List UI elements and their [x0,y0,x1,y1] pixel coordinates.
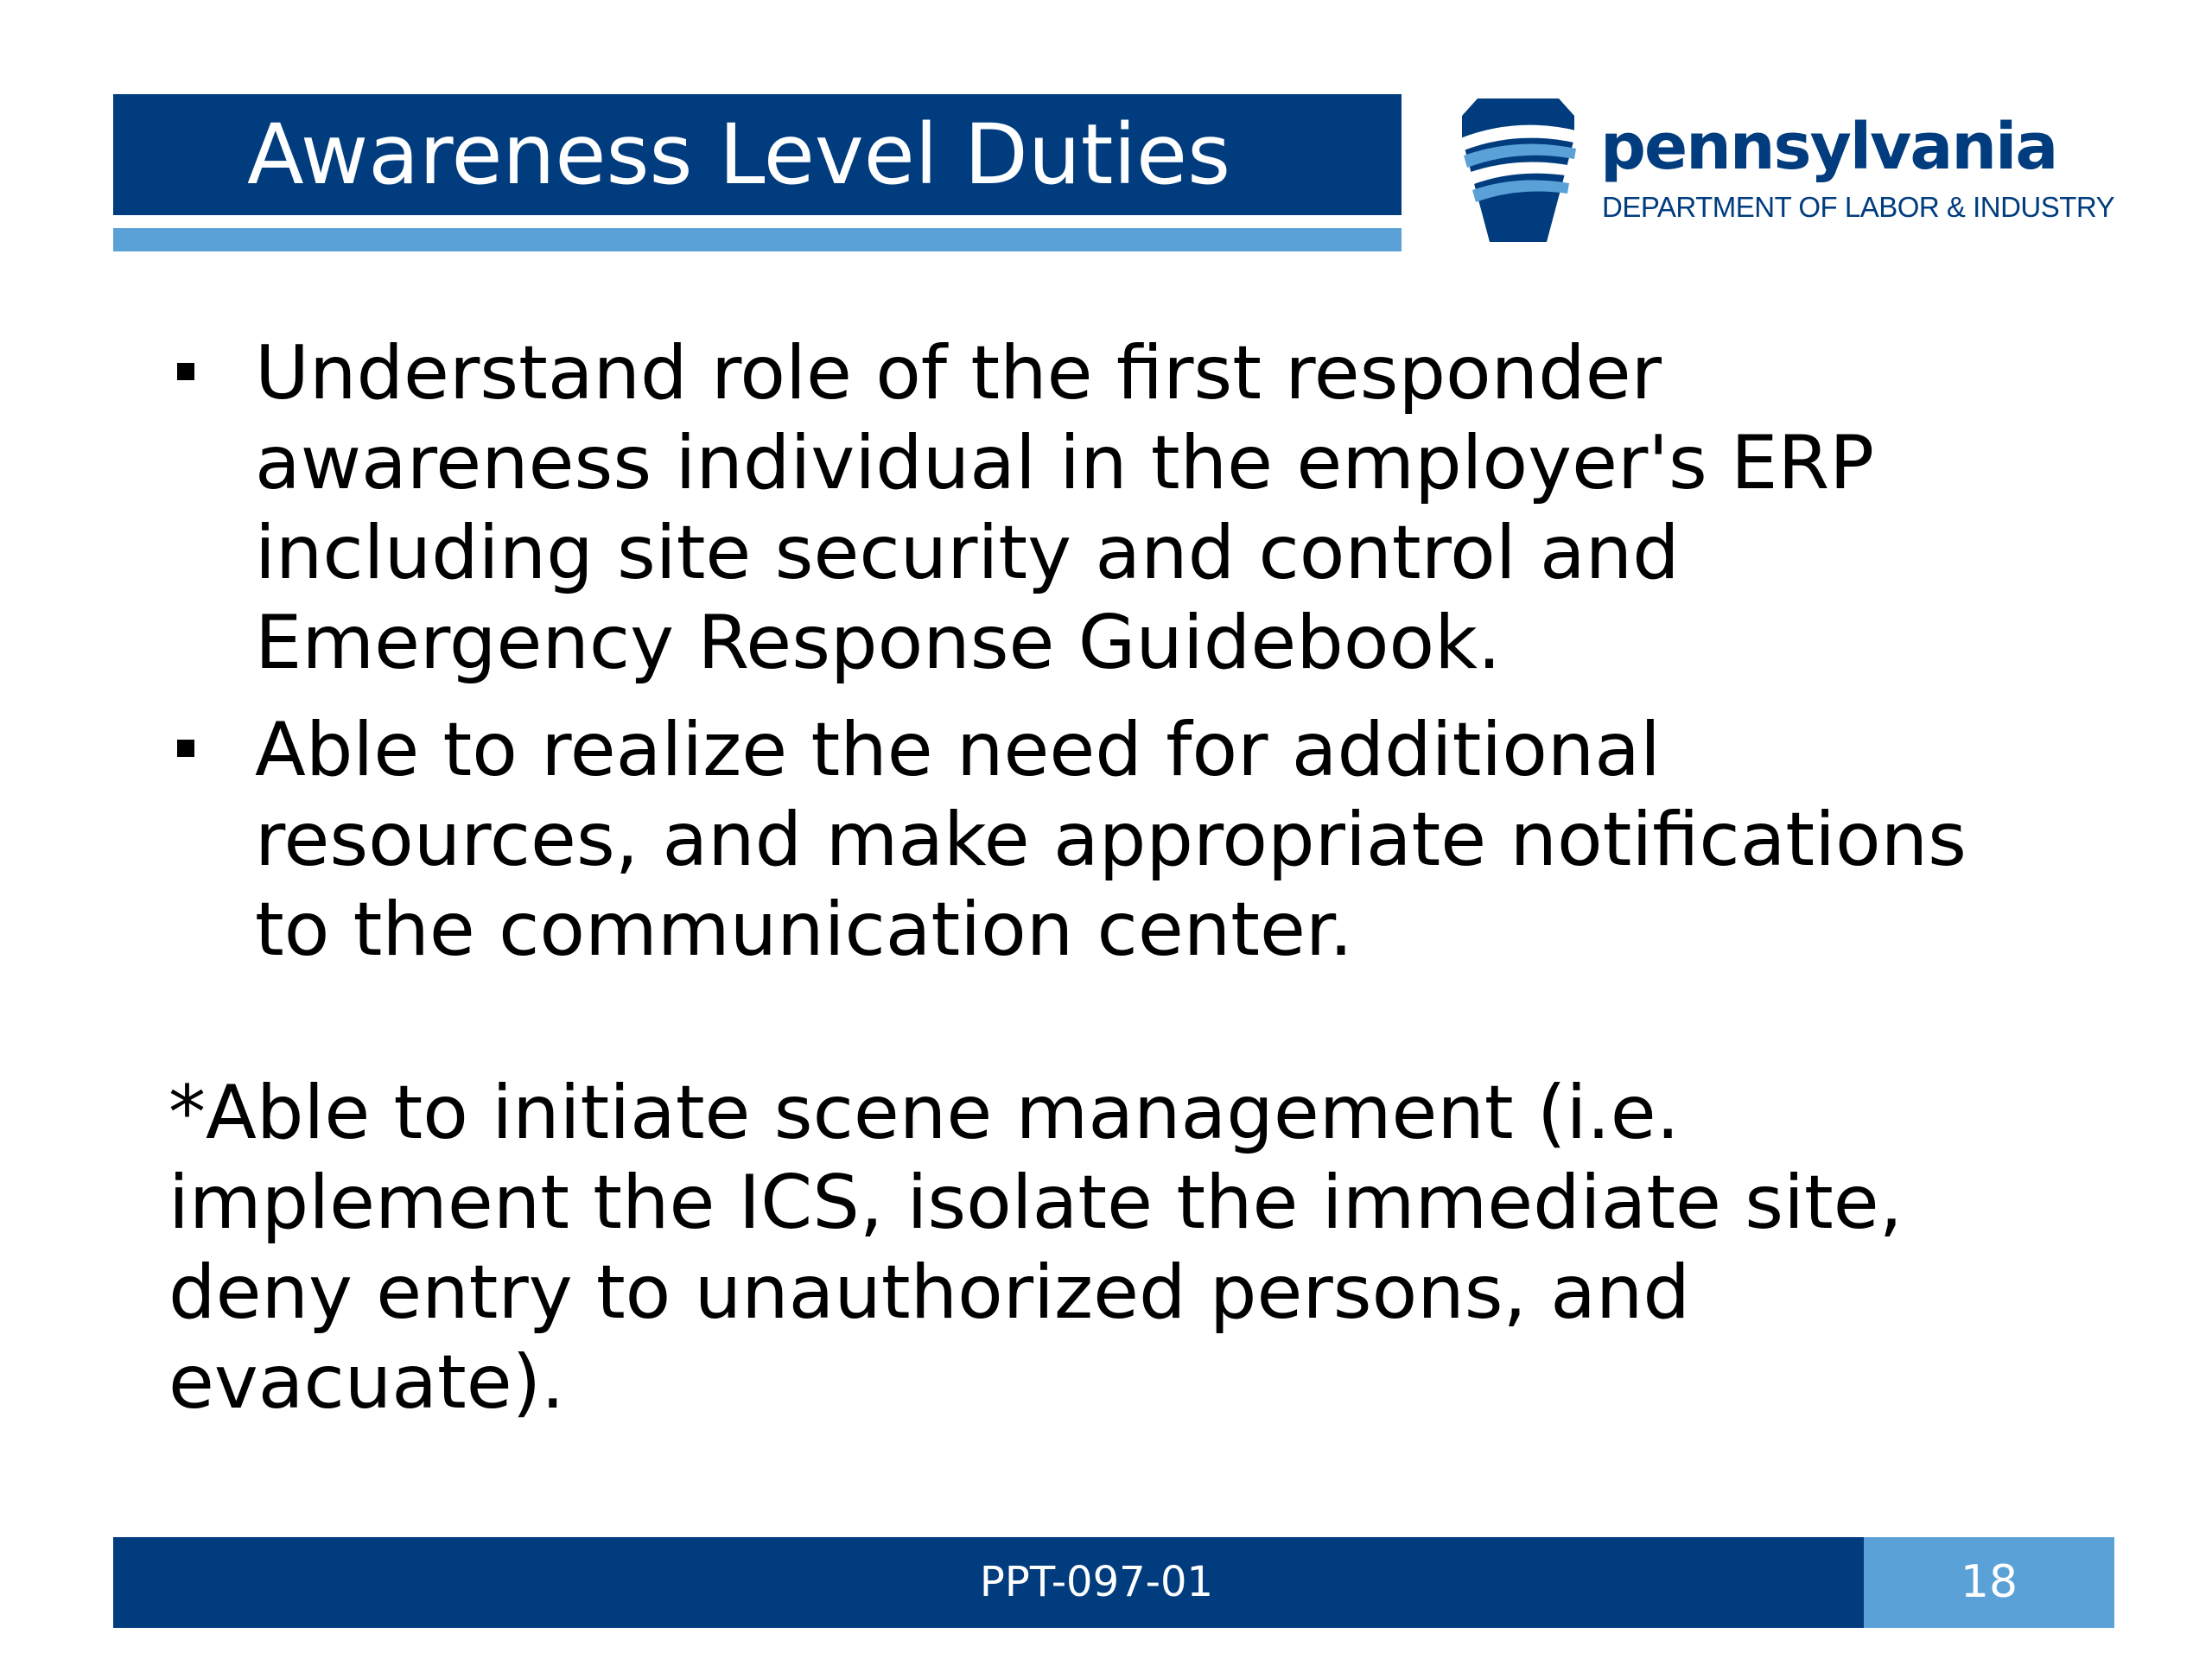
footer-page-box [1864,1537,2114,1628]
logo-department: DEPARTMENT OF LABOR & INDUSTRY [1602,191,2115,223]
slide-title: Awareness Level Duties [247,106,1231,203]
square-bullet-icon [177,740,194,757]
bullet-text: Understand role of the first responder awareness individual in the employer's ERP including site security and control and Emergency Response Guidebook. [255,330,1875,686]
scene-management-note: *Able to initiate scene management (i.e. implement the ICS, isolate the immediate site, deny entry to unauthorized persons, and evacuate). [168,1070,1903,1426]
keystone-logo-icon [1445,97,1592,244]
title-underline [113,228,1402,251]
bullet-item [168,328,2026,688]
pa-labor-industry-logo [1445,97,2119,244]
footer-bar [113,1537,1864,1628]
bullet-item [168,705,2026,975]
title-bar [113,94,1402,215]
footer-document-code: PPT-097-01 [979,1558,1214,1606]
slide-page-number: 18 [1960,1556,2018,1608]
logo-wordmark: pennsylvania [1600,110,2057,184]
square-bullet-icon [177,363,194,380]
bullet-text: Able to realize the need for additional resources, and make appropriate notifications to the communication center. [255,707,1967,973]
bullet-list [168,328,2026,992]
